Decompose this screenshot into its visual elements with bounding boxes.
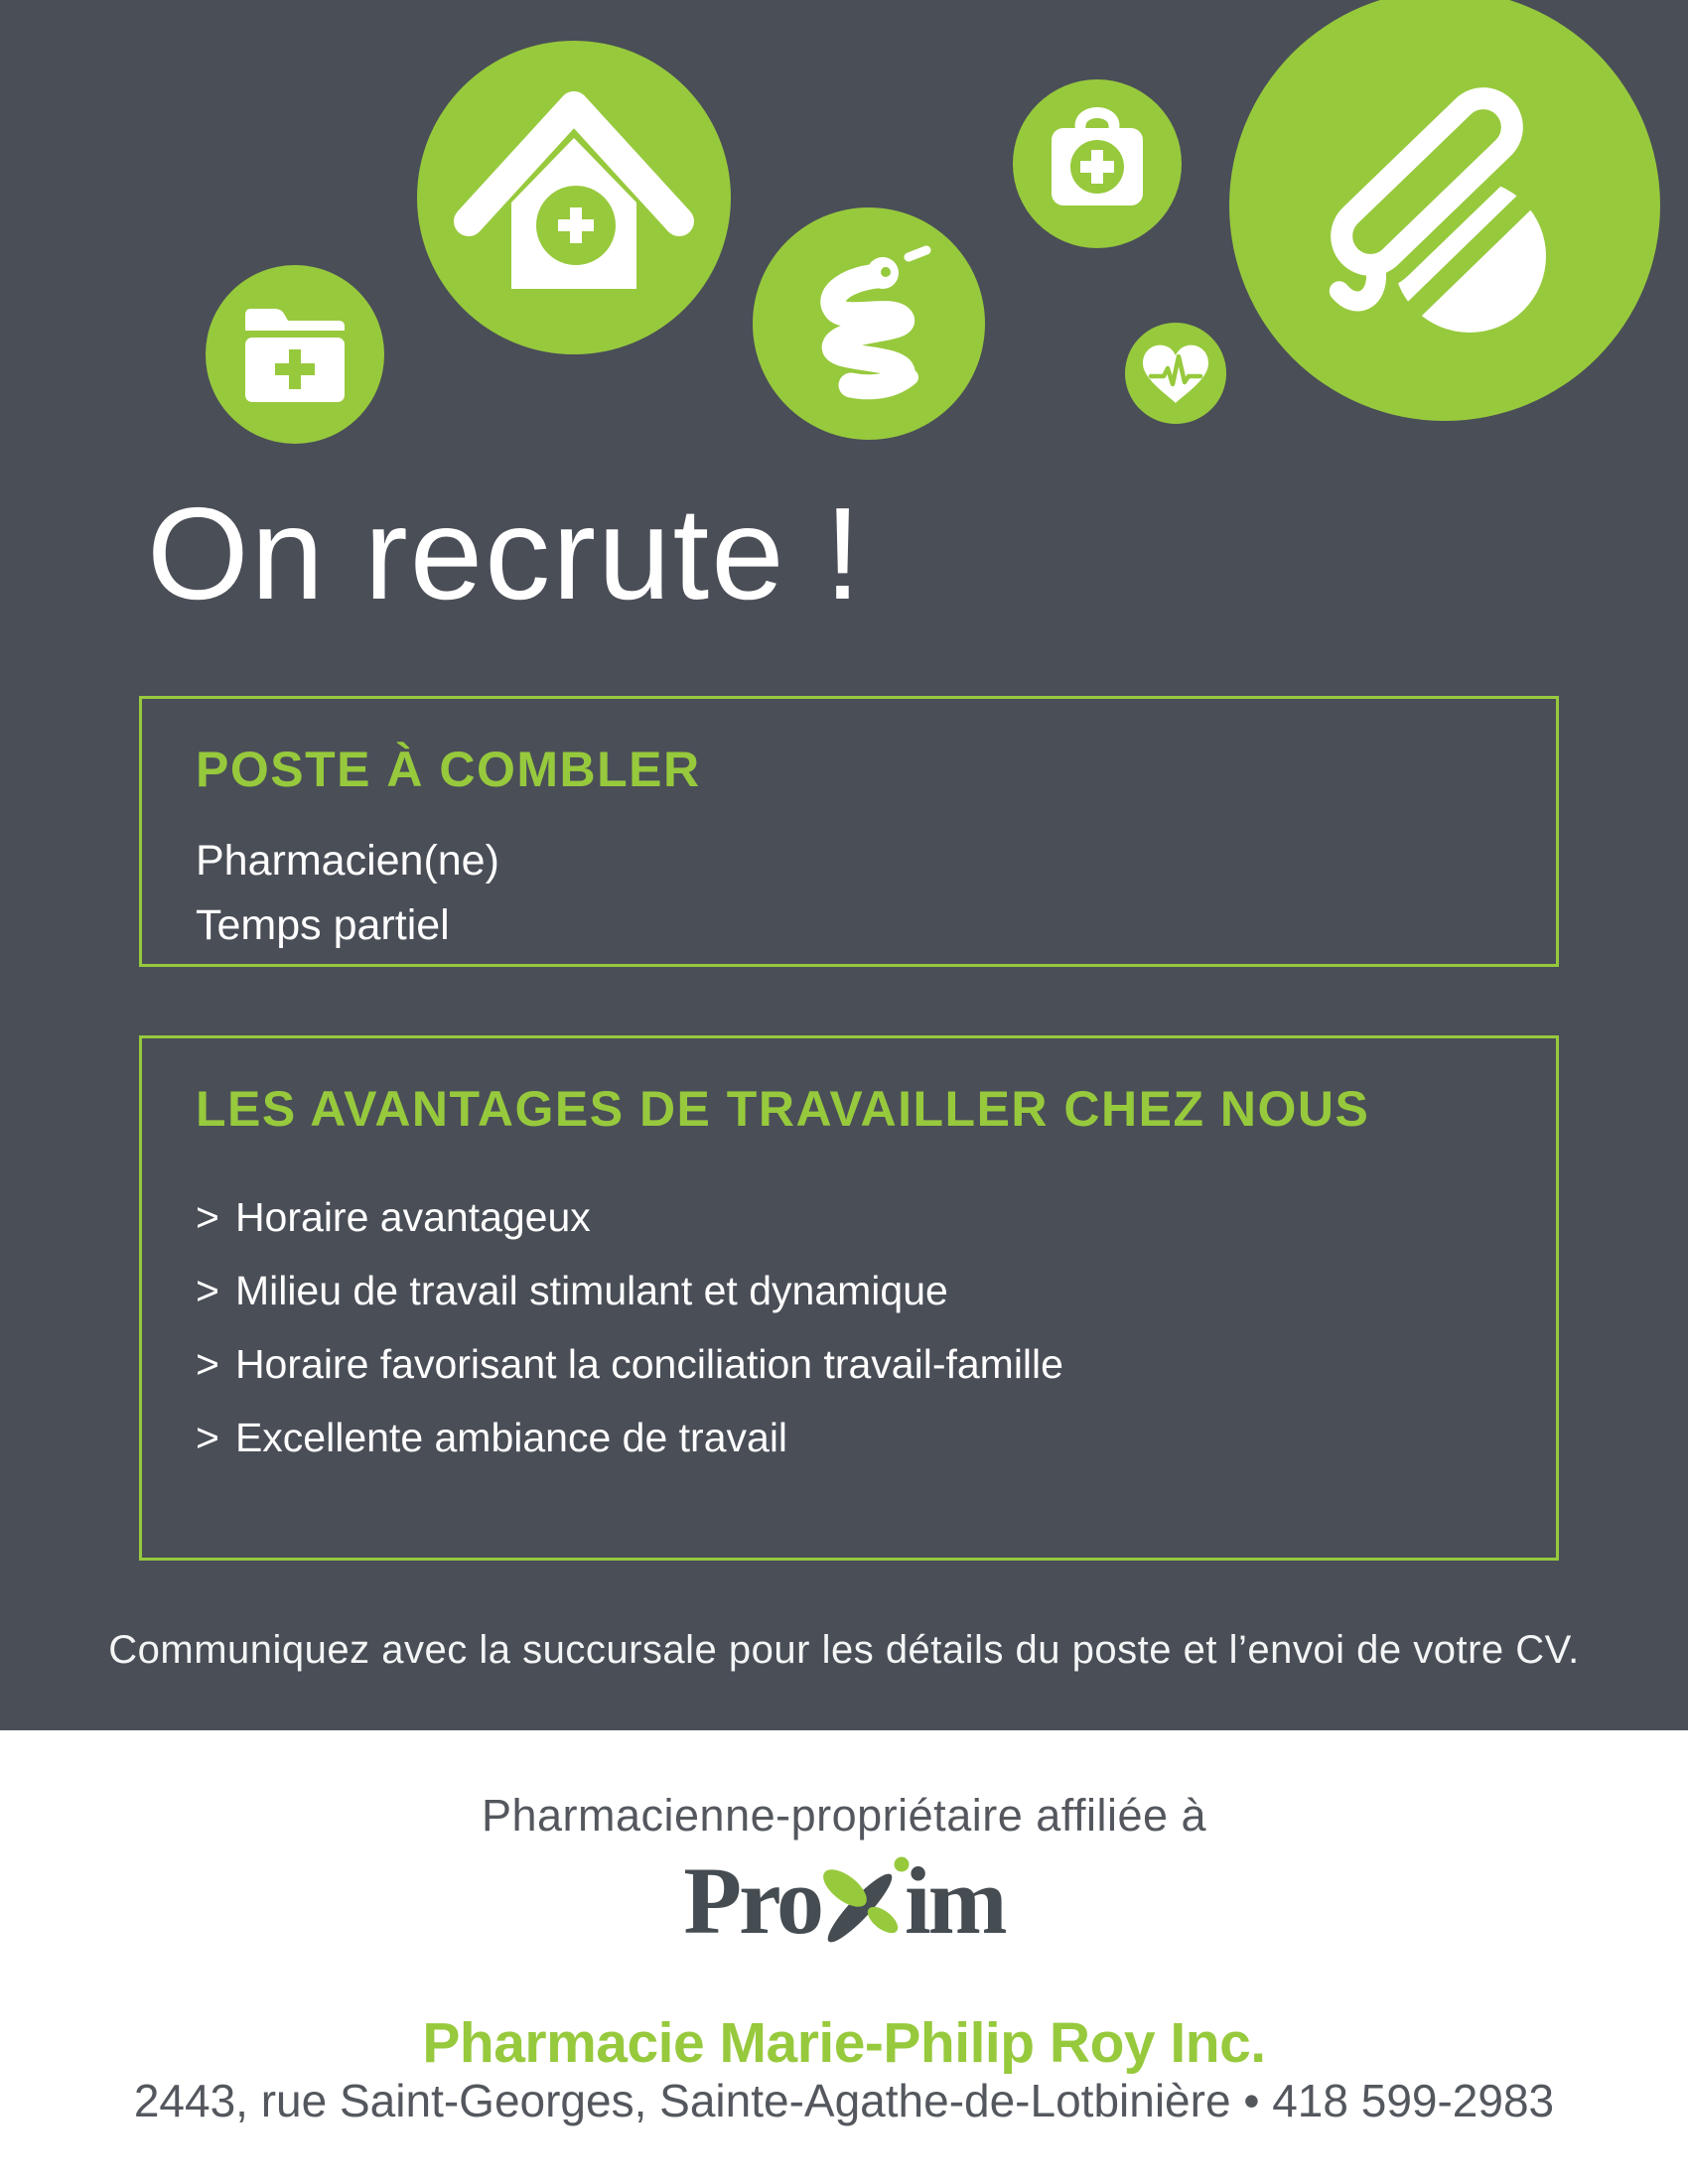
position-box <box>139 696 1559 967</box>
advantage-text: Excellente ambiance de travail <box>234 1415 788 1460</box>
position-box-lines <box>196 829 1516 958</box>
position-line: Temps partiel <box>196 901 450 949</box>
chevron-bullet: > <box>196 1194 219 1240</box>
advantage-item <box>196 1327 1516 1401</box>
chevron-bullet: > <box>196 1341 219 1387</box>
chevron-bullet: > <box>196 1268 219 1313</box>
medical-house-icon <box>417 41 731 354</box>
advantage-item <box>196 1180 1516 1254</box>
advantages-box-title: LES AVANTAGES DE TRAVAILLER CHEZ NOUS <box>196 1081 1370 1137</box>
proxim-logo-text-pro: Pro <box>683 1847 821 1954</box>
address-line: 2443, rue Saint-Georges, Sainte-Agathe-de-Lotbinière • 418 599-2983 <box>133 2075 1555 2126</box>
icon-band <box>0 0 1688 516</box>
page-title: On recrute ! <box>147 480 863 626</box>
advantage-text: Milieu de travail stimulant et dynamique <box>234 1268 948 1313</box>
advantage-item <box>196 1254 1516 1327</box>
proxim-logo <box>0 1842 1688 1961</box>
advantage-text: Horaire favorisant la conciliation travail-famille <box>234 1341 1063 1387</box>
proxim-logo-text-im: im <box>904 1847 1005 1954</box>
contact-note: Communiquez avec la succursale pour les détails du poste et l’envoi de votre CV. <box>108 1628 1580 1672</box>
capsule-pill-icon <box>1229 0 1660 421</box>
footer-section <box>0 1730 1688 2184</box>
advantage-text: Horaire avantageux <box>234 1194 591 1240</box>
asclepius-snake-icon <box>753 207 985 440</box>
first-aid-kit-icon <box>1013 79 1182 248</box>
position-line: Pharmacien(ne) <box>196 837 499 885</box>
affiliation-text: Pharmacienne-propriétaire affiliée à <box>481 1790 1207 1841</box>
advantage-item <box>196 1401 1516 1474</box>
pharmacy-name: Pharmacie Marie-Philip Roy Inc. <box>422 2011 1266 2075</box>
position-box-title: POSTE À COMBLER <box>196 742 701 797</box>
proxim-leaf-x-icon <box>815 1853 911 1959</box>
heart-pulse-icon <box>1125 323 1226 424</box>
advantages-list <box>196 1180 1516 1474</box>
advantages-box <box>139 1035 1559 1561</box>
folder-plus-icon <box>206 265 384 444</box>
chevron-bullet: > <box>196 1415 219 1460</box>
